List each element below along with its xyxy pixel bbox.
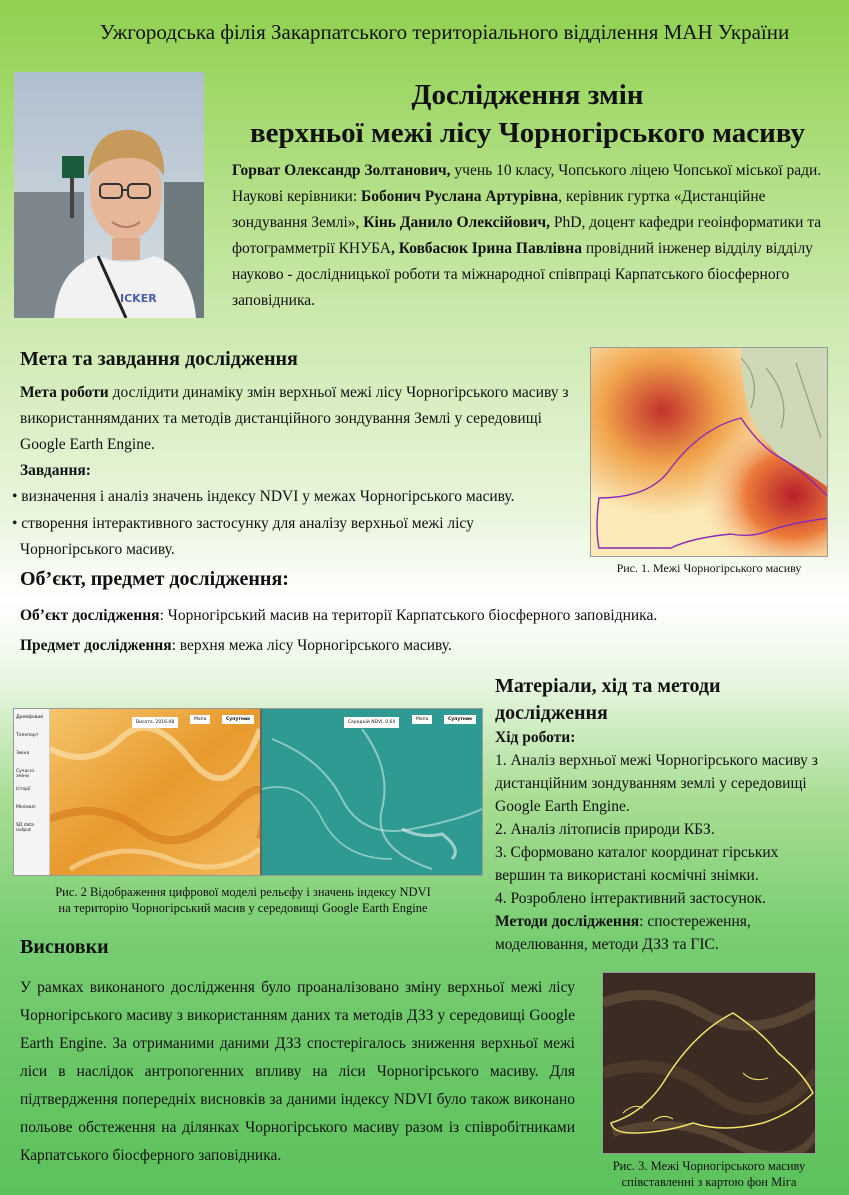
sidebar-item[interactable]: Мінімалі [16,805,36,810]
dem-panel [50,709,260,876]
sidebar-item[interactable]: SD data output [16,823,34,833]
step-2: 2. Аналіз літописів природи КБЗ. [495,821,715,838]
methods-line [495,910,830,956]
task-2: • створення інтерактивного застосунку для аналізу верхньої межі лісу [12,515,474,532]
author-block [232,158,832,314]
figure-3-caption [590,1158,828,1190]
satellite-type-button[interactable]: Супутник [222,715,254,724]
figure-2-caption-line-1: Рис. 2 Відображення цифрової моделі рельєфу і значень індексу NDVI [55,885,431,899]
header-org: Ужгородська філія Закарпатського територіального відділення МАН України [99,20,790,44]
subject-text: : верхня межа лісу Чорногірського масиву. [171,637,452,654]
object-label: Об’єкт дослідження [20,607,160,624]
progress-label: Хід роботи: [495,729,576,746]
materials-heading [495,673,721,727]
supervisor-3-name: , Ковбасюк Ірина Павлівна [391,240,582,257]
figure-3-caption-line-2: співставленні з картою фон Міга [621,1175,797,1189]
svg-text:ICKER: ICKER [120,292,157,305]
supervisor-1-role: , керівник гуртка «Дистанційне зондування Землі», [232,188,766,231]
map-type-button[interactable]: Мапа [190,715,210,724]
dem-value-box: Висота, 2016-08 [132,717,178,728]
methods-label: Методи дослідження [495,913,640,930]
figure-1-caption: Рис. 1. Межі Чорногірського масиву [616,561,802,575]
ndvi-value-box: Середній NDVI, 0.64 [344,717,399,728]
goal-text: дослідити динаміку змін верхньої межі лісу Чорногірського масиву з використаннямданих та методів дистанційного зондування Землі у середовищі Google Earth Engine. [20,384,569,453]
conclusions-text: У рамках виконаного дослідження було проаналізовано зміну верхньої межі лісу Чорногірського масиву з використанням даних та методів ДЗЗ у середовищі Google Earth Engine. За отриманими даними ДЗЗ спостерігалось зниження верхньої межі ліси в наслідок антропогенних впливу на ліси Чорногірського масиву. Для підтвердження попередніх висновків за даними індексу NDVI було також виконано польове обстеження на ділянках Чорногірського масиву разом із співробітниками Карпатського біосферного заповідника. [20,979,575,1164]
satellite-type-button-right[interactable]: Супутник [444,715,476,724]
sidebar-item[interactable]: Історії [16,787,31,792]
supervisor-2-name: Кінь Данило Олексійович, [363,214,551,231]
supervisor-3-role: провідний інженер відділу відділу науково - дослідницької роботи та міжнародної співпраці Карпатського біосферного заповідника. [232,240,813,309]
figure-2-caption-line-2: на територію Чорногірський масив у середовищі Google Earth Engine [58,901,428,915]
goal-label: Мета роботи [20,384,109,401]
subject-label: Предмет дослідження [20,637,172,654]
step-3: 3. Сформовано каталог координат гірських вершин та використані космічні знімки. [495,844,779,884]
app-sidebar [14,709,50,876]
author-photo [14,72,204,318]
subject-line [20,633,780,659]
supervisors-label: Наукові керівники: [232,188,362,205]
object-line [20,603,780,629]
sidebar-item[interactable]: Зміна [16,751,30,756]
supervisor-2-role: PhD, доцент кафедри геоінформатики та фотограмметрії КНУБА [232,214,822,257]
tasks-label: Завдання: [20,462,91,479]
map-type-button-right[interactable]: Мапа [412,715,432,724]
step-1: 1. Аналіз верхньої межі Чорногірського масиву з дистанційним зондуванням землі у середовищі Google Earth Engine. [495,752,818,815]
figure-3-map [602,972,816,1154]
task-1: • визначення і аналіз значень індексу NDVI у межах Чорногірського масиву. [12,488,515,505]
sidebar-item[interactable]: Дрейфовий [16,715,44,720]
title-line-1: Дослідження змін [411,79,644,111]
figure-2-caption [0,884,486,916]
author-affiliation: учень 10 класу, Чопського ліцею Чопської міської ради. [450,162,822,179]
figure-3-caption-line-1: Рис. 3. Межі Чорногірського масиву [612,1159,806,1173]
sidebar-item[interactable]: Сучасні зміни [16,769,34,779]
figure-2-app [13,708,483,876]
author-name: Горват Олександр Золтанович, [232,162,451,179]
materials-heading-line-1: Матеріали, хід та методи [495,675,721,697]
supervisor-1-name: Бобонич Руслана Артурівна [361,188,559,205]
ndvi-panel [260,709,483,876]
materials-heading-line-2: дослідження [495,702,608,724]
title-line-2: верхньої межі лісу Чорногірського масиву [249,117,806,149]
task-2-continued: Чорногірського масиву. [20,541,175,558]
object-heading: Об’єкт, предмет дослідження: [20,568,289,590]
sidebar-item[interactable]: Телепорт [16,733,39,738]
goal-heading: Мета та завдання дослідження [20,348,298,370]
object-text: : Чорногірський масив на території Карпатського біосферного заповідника. [159,607,658,624]
step-4: 4. Розроблено інтерактивний застосунок. [495,890,766,907]
conclusions-heading: Висновки [20,936,109,958]
figure-1-map [590,347,828,557]
materials-body [495,726,830,956]
methods-text: : спостереження, моделювання, методи ДЗЗ та ГІС. [495,913,751,953]
goal-paragraph [20,380,580,458]
poster-title [210,76,845,152]
